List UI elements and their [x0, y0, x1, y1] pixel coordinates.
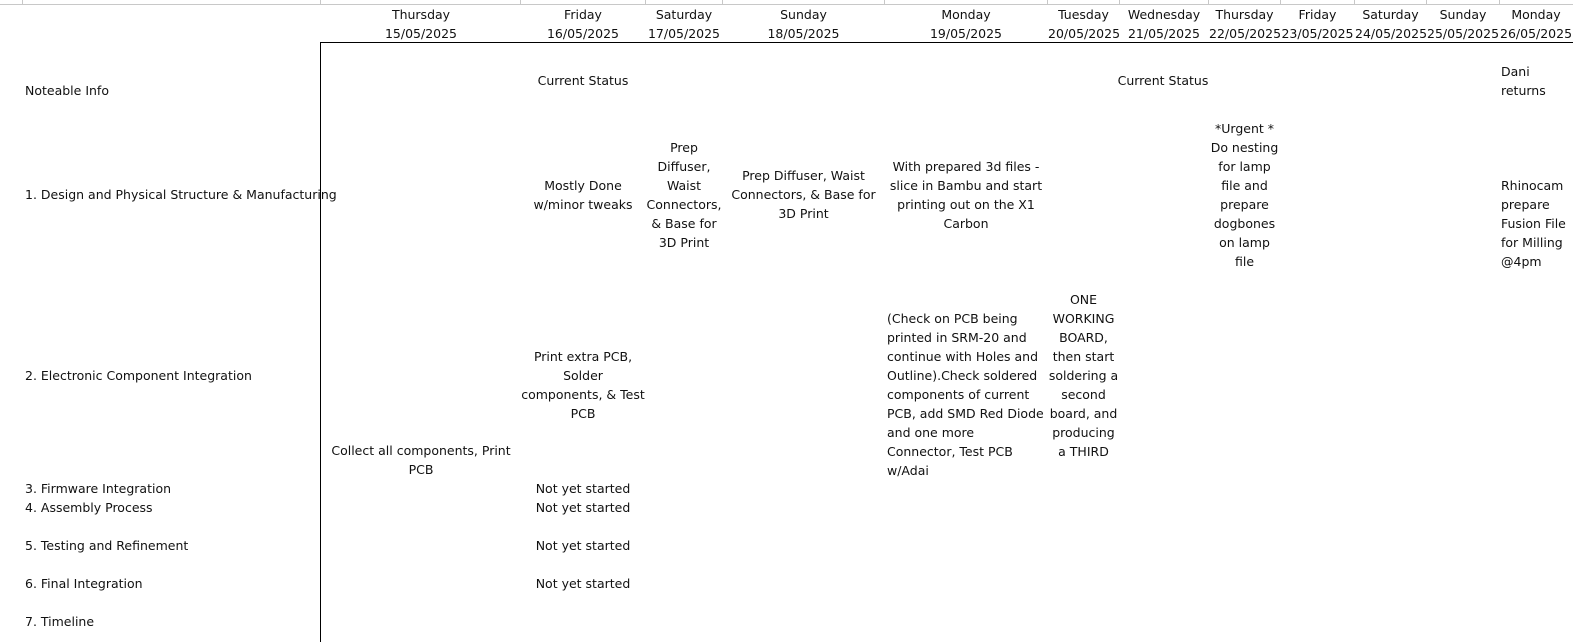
date-header-cell[interactable] — [1281, 5, 1354, 43]
row-label-testing[interactable]: 5. Testing and Refinement — [25, 538, 189, 553]
column-separator — [645, 0, 646, 4]
date-label: 15/05/2025 — [384, 26, 458, 41]
design-sunday-cell[interactable]: Prep Diffuser, Waist Connectors, & Base for 3D Print — [731, 168, 876, 221]
design-saturday-cell[interactable]: Prep Diffuser, Waist Connectors, & Base for 3D Print — [646, 140, 722, 250]
column-separator — [1499, 0, 1500, 4]
day-label: Friday — [1298, 7, 1337, 22]
row-label-assembly[interactable]: 4. Assembly Process — [25, 500, 153, 515]
current-status-cell[interactable]: Current Status — [1117, 73, 1209, 88]
date-label: 26/05/2025 — [1500, 26, 1573, 41]
date-label: 19/05/2025 — [929, 26, 1003, 41]
date-header-cell[interactable] — [646, 5, 722, 43]
day-label: Saturday — [655, 7, 713, 22]
final-friday-cell[interactable]: Not yet started — [535, 576, 631, 591]
electronic-monday-cell[interactable]: (Check on PCB being printed in SRM-20 and continue with Holes and Outline).Check soldered components of current PCB, add SMD Red Diode and one more Connector, Test PCB w/Adai — [887, 311, 1044, 478]
table-left-border — [320, 42, 321, 642]
date-label: 24/05/2025 — [1355, 26, 1428, 41]
row-label-final[interactable]: 6. Final Integration — [25, 576, 143, 591]
day-label: Thursday — [391, 7, 451, 22]
row-label-notable-info[interactable]: Noteable Info — [25, 83, 109, 98]
column-separator — [884, 0, 885, 4]
day-label: Friday — [564, 7, 602, 22]
dani-returns-cell[interactable]: Dani returns — [1501, 64, 1546, 98]
column-separator — [722, 0, 723, 4]
date-header-cell[interactable] — [1500, 5, 1572, 43]
firmware-friday-cell[interactable]: Not yet started — [535, 481, 631, 496]
design-monday-cell[interactable]: With prepared 3d files - slice in Bambu and start printing out on the X1 Carbon — [889, 159, 1043, 231]
row-label-design[interactable]: 1. Design and Physical Structure & Manufacturing — [25, 187, 337, 202]
current-status-cell[interactable]: Current Status — [537, 73, 629, 88]
day-label: Saturday — [1362, 7, 1419, 22]
date-label: 18/05/2025 — [767, 26, 840, 41]
date-label: 21/05/2025 — [1127, 26, 1201, 41]
day-label: Sunday — [1439, 7, 1487, 22]
row-label-electronic[interactable]: 2. Electronic Component Integration — [25, 368, 252, 383]
column-separator — [1354, 0, 1355, 4]
date-label: 17/05/2025 — [647, 26, 721, 41]
date-label: 16/05/2025 — [546, 26, 620, 41]
design-thursday-urgent-cell[interactable]: *Urgent * Do nesting for lamp file and prepare dogbones on lamp file — [1210, 121, 1279, 269]
electronic-friday-cell[interactable]: Print extra PCB, Solder components, & Test PCB — [521, 349, 645, 421]
date-header-cell[interactable] — [885, 5, 1047, 43]
column-separator — [22, 0, 23, 4]
date-header-cell[interactable] — [1427, 5, 1499, 43]
column-separator — [1047, 0, 1048, 4]
day-label: Sunday — [780, 7, 827, 22]
date-label: 23/05/2025 — [1281, 26, 1354, 41]
date-header-cell[interactable] — [1120, 5, 1208, 43]
column-separator — [1208, 0, 1209, 4]
column-separator — [320, 0, 321, 4]
column-separator — [520, 0, 521, 4]
design-friday-cell[interactable]: Mostly Done w/minor tweaks — [533, 178, 633, 212]
date-header-cell[interactable] — [1209, 5, 1280, 43]
electronic-thursday-cell[interactable]: Collect all components, Print PCB — [331, 443, 511, 477]
date-header-cell[interactable] — [723, 5, 884, 43]
row-label-firmware[interactable]: 3. Firmware Integration — [25, 481, 172, 496]
day-label: Tuesday — [1058, 7, 1109, 22]
design-monday-rhinocam-cell[interactable]: Rhinocam prepare Fusion File for Milling @4pm — [1501, 178, 1566, 269]
date-label: 25/05/2025 — [1427, 26, 1500, 41]
day-label: Thursday — [1215, 7, 1274, 22]
assembly-friday-cell[interactable]: Not yet started — [535, 500, 631, 515]
day-label: Monday — [941, 7, 991, 22]
column-separator — [1426, 0, 1427, 4]
testing-friday-cell[interactable]: Not yet started — [535, 538, 631, 553]
electronic-tuesday-cell[interactable]: ONE WORKING BOARD, then start soldering a second board, and producing a THIRD — [1048, 292, 1119, 459]
date-header-cell[interactable] — [521, 5, 645, 43]
date-header-cell[interactable] — [1048, 5, 1119, 43]
column-separator — [1280, 0, 1281, 4]
date-label: 22/05/2025 — [1209, 26, 1282, 41]
column-separator — [1119, 0, 1120, 4]
date-label: 20/05/2025 — [1048, 26, 1121, 41]
row-label-timeline[interactable]: 7. Timeline — [25, 614, 95, 629]
day-label: Wednesday — [1127, 7, 1201, 22]
date-header-cell[interactable] — [321, 5, 521, 43]
day-label: Monday — [1511, 7, 1561, 22]
date-header-cell[interactable] — [1355, 5, 1426, 43]
